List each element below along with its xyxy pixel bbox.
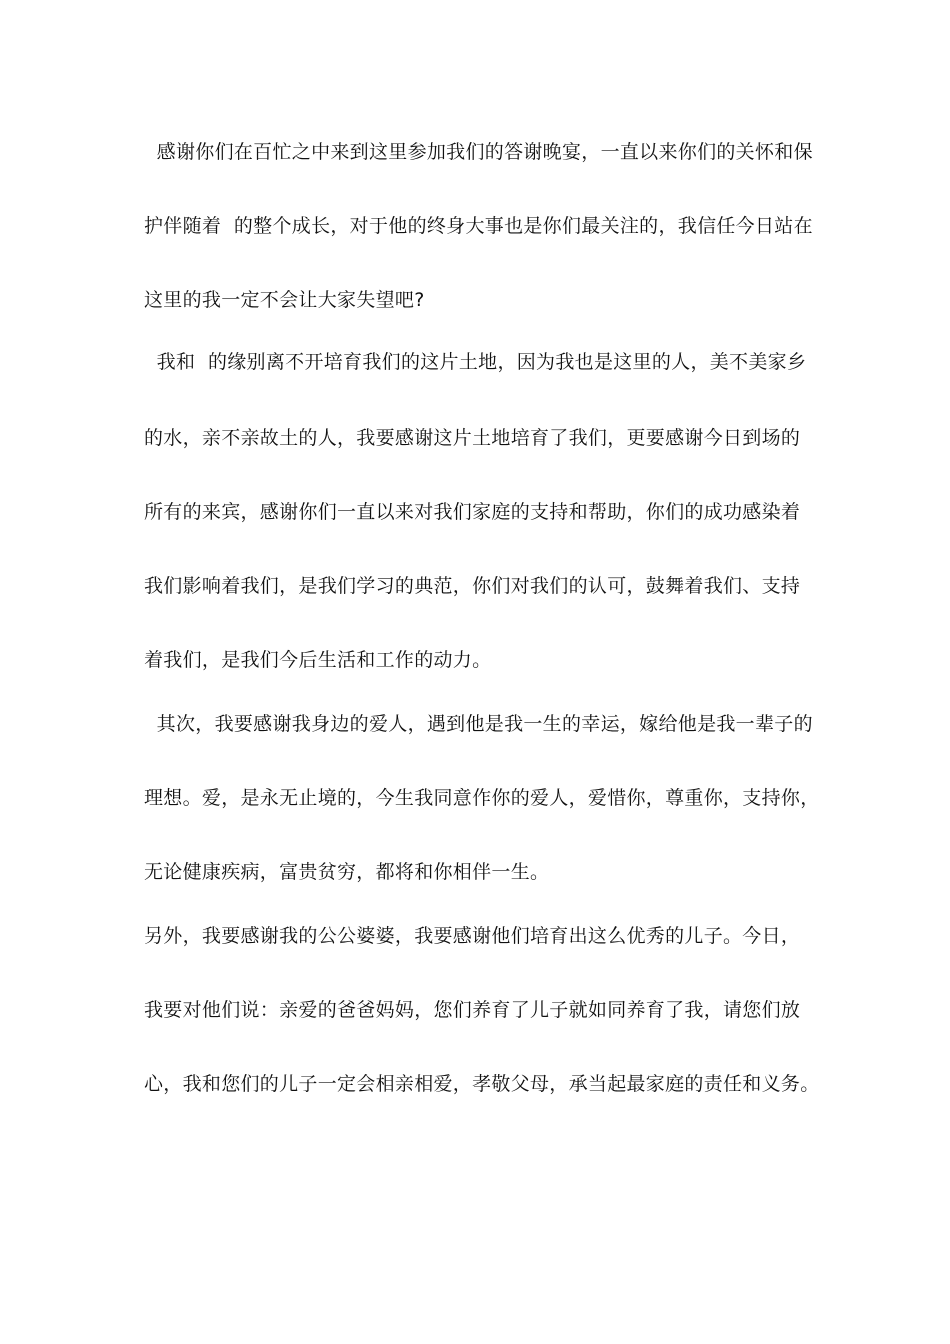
text-line: 的水，亲不亲故土的人，我要感谢这片土地培育了我们，更要感谢今日到场的 [144, 427, 801, 449]
text-line: 这里的我一定不会让大家失望吧? [144, 289, 425, 311]
text-line: 其次，我要感谢我身边的爱人，遇到他是我一生的幸运，嫁给他是我一辈子的 [144, 713, 813, 735]
text-line: 心，我和您们的儿子一定会相亲相爱，孝敬父母，承当起最家庭的责任和义务。 [144, 1073, 820, 1095]
text-line: 我们影响着我们，是我们学习的典范，你们对我们的认可，鼓舞着我们、支持 [144, 575, 801, 597]
text-line: 我要对他们说：亲爱的爸爸妈妈，您们养育了儿子就如同养育了我，请您们放 [144, 999, 801, 1021]
text-line: 着我们，是我们今后生活和工作的动力。 [144, 649, 492, 671]
text-line: 感谢你们在百忙之中来到这里参加我们的答谢晚宴，一直以来你们的关怀和保 [144, 141, 813, 163]
text-line: 无论健康疾病，富贵贫穷，都将和你相伴一生。 [144, 861, 550, 883]
text-line: 我和 的缘别离不开培育我们的这片土地，因为我也是这里的人，美不美家乡 [144, 351, 807, 373]
text-line: 所有的来宾，感谢你们一直以来对我们家庭的支持和帮助，你们的成功感染着 [144, 501, 801, 523]
text-line: 理想。爱，是永无止境的，今生我同意作你的爱人，爱惜你，尊重你，支持你， [144, 787, 820, 809]
text-line: 另外，我要感谢我的公公婆婆，我要感谢他们培育出这么优秀的儿子。今日， [144, 925, 801, 947]
text-line: 护伴随着 的整个成长，对于他的终身大事也是你们最关注的，我信任今日站在 [144, 215, 813, 237]
